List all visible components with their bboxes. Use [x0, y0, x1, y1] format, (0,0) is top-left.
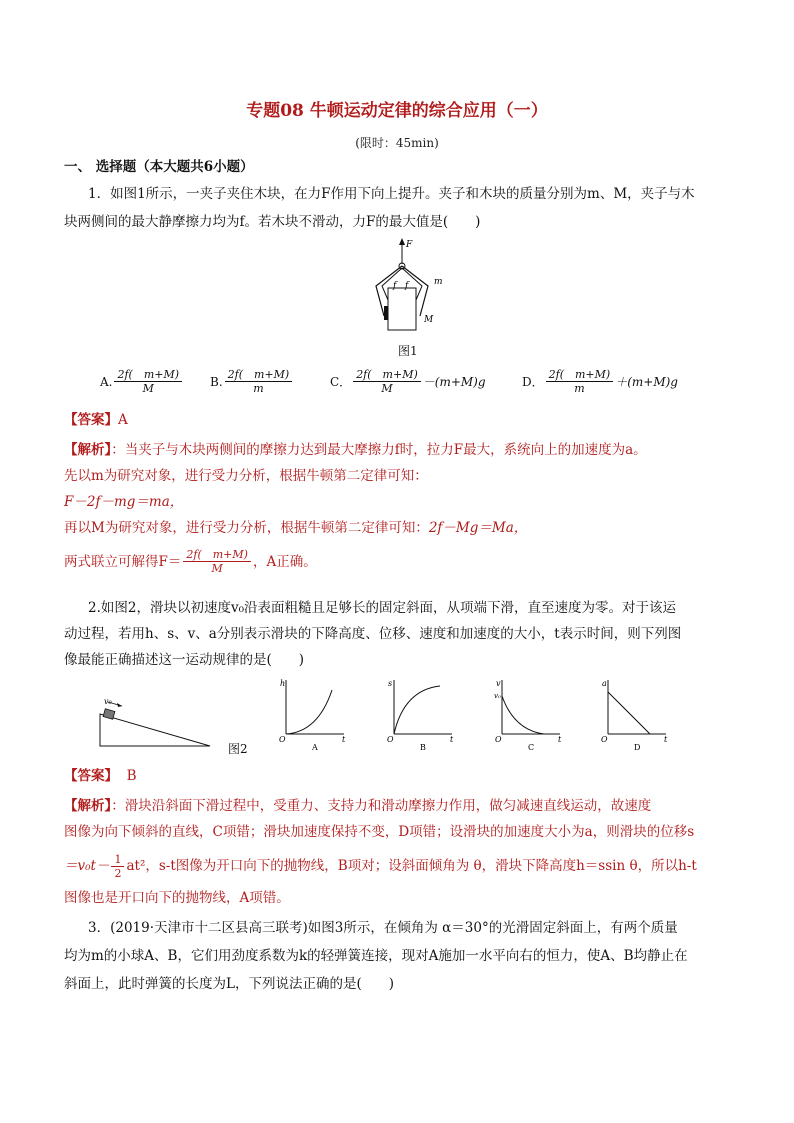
q1-equation-1: F－2f－mg＝ma， [64, 494, 184, 510]
q2-analysis-line4: 图像也是开口向下的抛物线，A项错。 [64, 890, 290, 906]
section-heading: 一、 选择题（本大题共6小题） [64, 159, 254, 175]
figure-1-label-M: M [424, 315, 434, 325]
graph-c-letter: C [528, 743, 535, 752]
answer-label: 【答案】 [64, 768, 118, 784]
q2-analysis-line1 [64, 796, 734, 816]
graph-a-ylabel: h [280, 679, 286, 688]
graph-d-letter: D [634, 743, 641, 752]
answer-label: 【答案】 [64, 412, 118, 428]
figure-1-label-f1: f [393, 281, 397, 291]
option-letter: C． [330, 375, 352, 389]
option-letter: B. [210, 374, 223, 389]
q1-analysis-line4 [64, 548, 734, 575]
graph-b-xlabel: t [450, 735, 454, 744]
q2-text-line3: 像最能正确描述这一运动规律的是( ) [64, 652, 305, 668]
graph-b[interactable] [386, 676, 458, 752]
analysis-text: 两式联立可解得F＝ [64, 553, 182, 570]
figure-2-caption: 图2 [228, 742, 248, 756]
q1-text-line2: 块两侧间的最大静摩擦力均为f。若木块不滑动，力F的最大值是( ) [64, 214, 481, 230]
graph-b-ylabel: s [388, 679, 393, 688]
q2-text-line1: 2.如图2，滑块以初速度v₀沿表面粗糙且足够长的固定斜面，从项端下滑，直至速度为零。对于该运 [88, 600, 677, 616]
option-letter: D． [522, 375, 544, 389]
q1-analysis-line3 [64, 518, 734, 538]
graph-b-origin: O [387, 735, 394, 744]
graph-d-ylabel: a [602, 679, 607, 688]
analysis-text: 再以M为研究对象，进行受力分析，根据牛顿第二定律可知： [64, 520, 429, 536]
graph-d-origin: O [601, 735, 608, 744]
option-numerator: 2f( m+M) [225, 368, 293, 382]
q2-text-line2: 动过程，若用h、s、v、a分别表示滑块的下降高度、位移、速度和加速度的大小，t表示时间，则下列图 [64, 626, 682, 642]
graph-a-origin: O [279, 735, 286, 744]
half-denominator: 2 [114, 866, 122, 880]
q1-analysis-line1 [64, 440, 734, 460]
analysis-label: 【解析】 [64, 442, 112, 458]
final-denominator: M [211, 562, 223, 575]
analysis-text: ＝v₀t－ [64, 858, 110, 874]
option-numerator: 2f( m+M) [546, 368, 614, 382]
graph-c-ylabel: v [496, 679, 501, 688]
analysis-text: ，A正确。 [252, 553, 317, 570]
graph-c-ylabel2: v₀ [494, 692, 501, 700]
graph-d[interactable] [600, 676, 672, 752]
q1-answer-row [64, 410, 734, 430]
q2-answer-row [64, 766, 734, 786]
analysis-text: ：当夹子与木块两侧间的摩擦力达到最大摩擦力f时，拉力F最大，系统向上的加速度为a。 [111, 442, 647, 458]
equation-2: 2f－Mg＝Ma， [428, 520, 528, 536]
figure-1-clip-block [366, 238, 452, 338]
figure-1-caption: 图1 [398, 344, 418, 358]
graph-b-letter: B [420, 743, 426, 752]
option-denominator: m [574, 382, 585, 395]
figure-1-label-F: F [406, 240, 413, 250]
q2-analysis-line2: 图像为向下倾斜的直线，C项错；滑块加速度保持不变，D项错；设滑块的加速度大小为a，则滑块的位移s [64, 824, 695, 840]
analysis-text: at²，s-t图像为开口向下的抛物线，B项对；设斜面倾角为 θ，滑块下降高度h＝ssin θ，所以h-t [126, 858, 697, 874]
graph-c[interactable] [494, 676, 566, 752]
q3-text-line2: 均为m的小球A、B，它们用劲度系数为k的轻弹簧连接，现对A施加一水平向右的恒力，使A、B均静止在 [64, 948, 688, 964]
graph-a-xlabel: t [342, 735, 346, 744]
answer-value: B [126, 768, 137, 784]
option-numerator: 2f( m+M) [114, 368, 182, 382]
option-numerator: 2f( m+M) [353, 368, 421, 382]
final-numerator: 2f( m+M) [183, 548, 251, 562]
graph-a-letter: A [312, 743, 318, 752]
graph-c-xlabel: t [558, 735, 562, 744]
answer-value: A [118, 412, 128, 428]
analysis-label: 【解析】 [64, 798, 112, 814]
figure-2-v0-label: v₀ [104, 697, 112, 706]
q1-option-a[interactable] [100, 368, 184, 395]
q1-option-c[interactable] [330, 368, 486, 395]
analysis-text: ：滑块沿斜面下滑过程中，受重力、支持力和滑动摩擦力作用，做匀减速直线运动，故速度 [111, 798, 652, 814]
q1-option-b[interactable] [210, 368, 294, 395]
graph-c-origin: O [495, 735, 502, 744]
option-tail: －(m+M)g [422, 375, 486, 389]
option-letter: A. [100, 374, 113, 389]
option-denominator: m [253, 382, 264, 395]
q1-text-line1: 1．如图1所示，一夹子夹住木块，在力F作用下向上提升。夹子和木块的质量分别为m、M，夹子与木 [88, 186, 695, 202]
q3-text-line3: 斜面上，此时弹簧的长度为L，下列说法正确的是( ) [64, 976, 394, 992]
half-numerator: 1 [111, 853, 124, 867]
figure-1-label-f2: f [405, 281, 409, 291]
figure-2-incline [96, 696, 216, 752]
q3-text-line1: 3．(2019·天津市十二区县高三联考)如图3所示，在倾角为 α＝30°的光滑固定斜面上，有两个质量 [88, 920, 678, 936]
graph-a[interactable] [278, 676, 350, 752]
q1-option-d[interactable] [522, 368, 678, 395]
time-limit: (限时：45min) [355, 136, 439, 150]
option-denominator: M [381, 382, 393, 395]
graph-d-xlabel: t [664, 735, 668, 744]
option-denominator: M [142, 382, 154, 395]
q1-analysis-line2: 先以m为研究对象，进行受力分析，根据牛顿第二定律可知： [64, 468, 428, 484]
q2-analysis-line3 [64, 850, 734, 882]
figure-1-label-m: m [434, 277, 443, 287]
page-title: 专题08 牛顿运动定律的综合应用（一） [246, 101, 548, 121]
option-tail: ＋(m+M)g [615, 375, 678, 389]
